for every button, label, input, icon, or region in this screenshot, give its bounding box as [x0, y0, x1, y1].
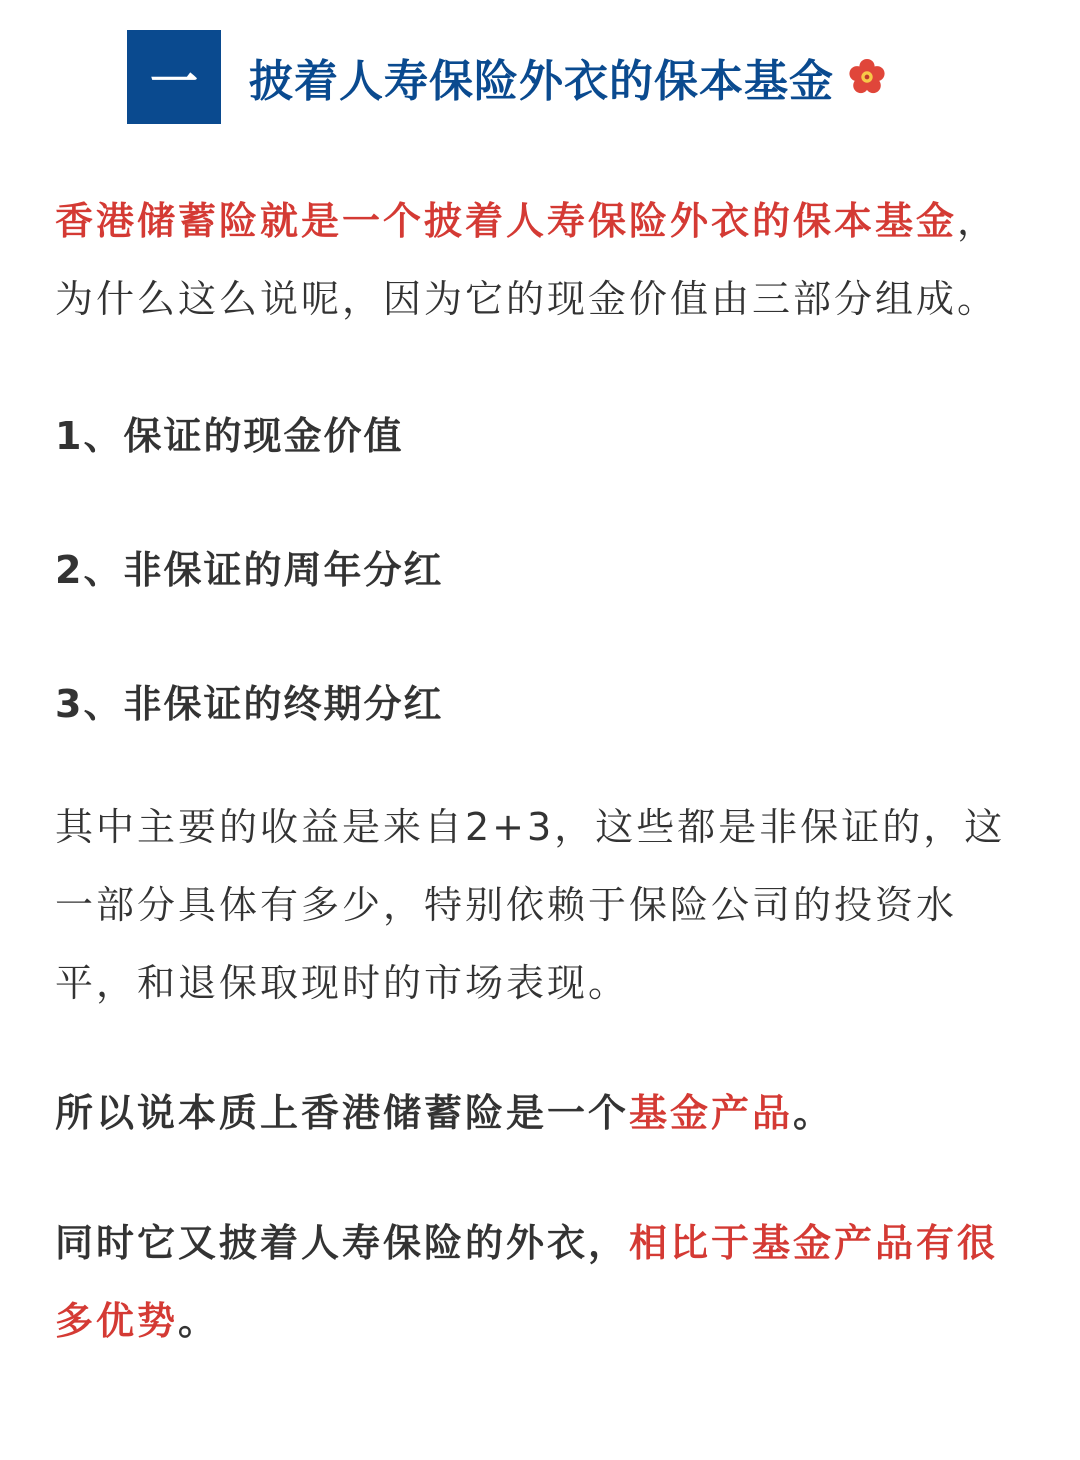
section-header — [127, 30, 886, 124]
conclusion-suffix: 。 — [793, 1091, 835, 1135]
advantage-suffix: 。 — [178, 1299, 220, 1343]
advantage-highlight: 相比于基金产品有很多优势 — [55, 1221, 999, 1343]
section-number-box — [127, 30, 221, 124]
intro-text: ，为什么这么说呢，因为它的现金价值由三部分组成。 — [55, 199, 999, 321]
section-number: 一 — [149, 53, 198, 110]
advantage-prefix: 同时它又披着人寿保险的外衣， — [55, 1221, 630, 1265]
intro-highlight: 香港储蓄险就是一个披着人寿保险外衣的保本基金 — [55, 199, 958, 243]
list-item-1: 1、保证的现金价值 — [55, 414, 404, 458]
income-paragraph: 其中主要的收益是来自2+3，这些都是非保证的，这一部分具体有多少，特别依赖于保险公司的投资水平，和退保取现时的市场表现。 — [55, 805, 1006, 1005]
conclusion-prefix: 所以说本质上香港储蓄险是一个 — [55, 1091, 630, 1135]
conclusion-highlight: 基金产品 — [629, 1091, 794, 1135]
advantage-paragraph — [55, 1204, 1027, 1360]
section-title: 披着人寿保险外衣的保本基金 — [249, 56, 834, 107]
plum-blossom-icon — [848, 58, 886, 96]
article-body — [55, 182, 1027, 1360]
list-item-2: 2、非保证的周年分红 — [55, 548, 444, 592]
list-item-3: 3、非保证的终期分红 — [55, 682, 444, 726]
conclusion-paragraph — [55, 1074, 1027, 1152]
intro-paragraph — [55, 182, 1027, 338]
